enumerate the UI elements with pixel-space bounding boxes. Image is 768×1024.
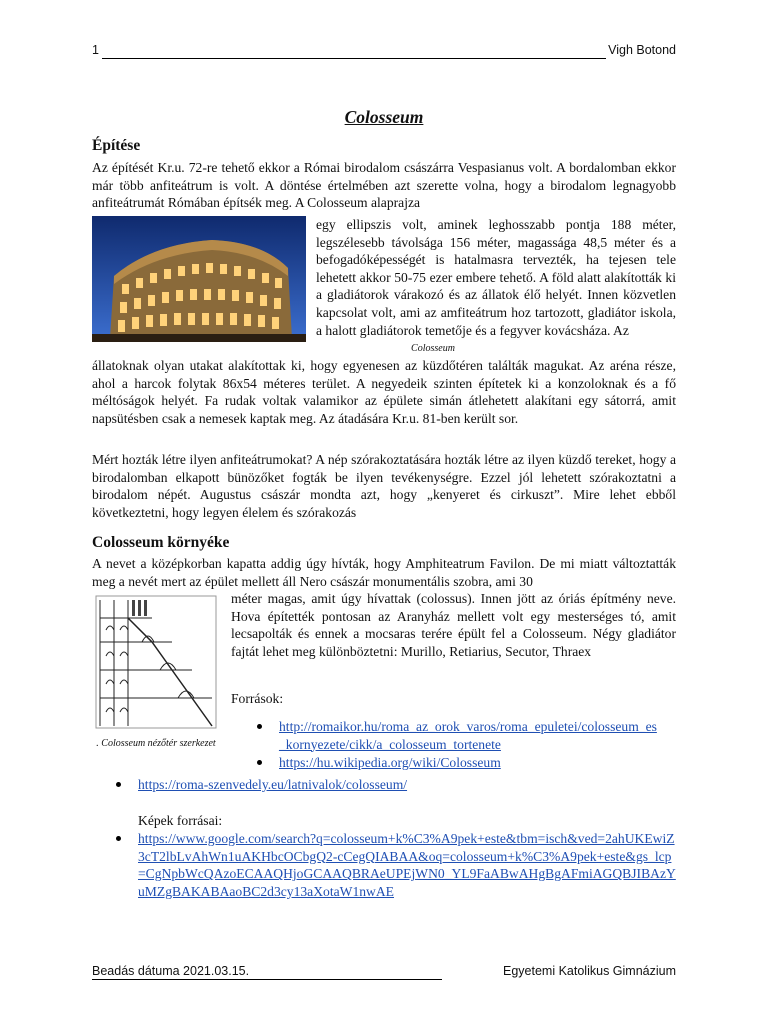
- section-heading-epitese: Építése: [92, 137, 141, 154]
- source-link-roma-szenvedely[interactable]: https://roma-szenvedely.eu/latnivalok/colosseum/: [138, 777, 408, 792]
- footer-rule: [92, 979, 442, 980]
- image-source-link-google[interactable]: https://www.google.com/search?q=colosseum+k%C3%A9pek+este&tbm=isch&ved=2ahUKEwiZ3cT2lbLvAhWn1uAKHbcOCbgQ2-cCegQIABAA&oq=colosseum+k%C3%A9pek+este&gs_lcp=CgNpbWcQAzoECAAQHjoGCAAQBRAeUPEjWN0_YL9FaABwAHgBgAFmiAGQBJIBAzYuMZgBAKABAaoBC2d3cy13aXotaW1nwAE: [138, 831, 676, 899]
- photo-caption: Colosseum: [411, 343, 455, 354]
- section1-beside-image: egy ellipszis volt, aminek leghosszabb pontja 188 méter, legszélesebb távolsága 156 méter, magassága 48,5 méter és a befogadóképességét is hatalmasra tervezték, ha tejesen tele lehetett akkor 50-75 ezer embere tehető. A föld alatt alakították ki a gladiátorok várakozó és az állatok élő helyét. Innen közvetlen kapcsolat volt, ami az amfiteátrum hoz tartozott, gladiátor iskola, a halott gladiátorok temetője és a fegyver kovácsháza. Az: [316, 217, 676, 338]
- bullet-icon: [257, 760, 262, 765]
- section1-intro: Az építését Kr.u. 72-re tehető ekkor a Római birodalom császárra Vespasianus volt. A bordalomban ekkor már több anfiteátrum is volt. A döntése értelmében azt szerette volna, hogy a birodalom legnagyobb anfiteátrumát Rómában építsék meg. A Colosseum alaprajza: [92, 160, 676, 211]
- section2-beside-image: méter magas, amit úgy hívattak (colossus). Innen jött az óriás építmény neve. Hova építették pontosan az Aranyház mellett volt egy mesterséges tó, amit lecsapolták és ennek a mocsaras terére épült fel a Colosseum. Négy gladiátor fajtát lehet meg különböztetni: Murillo, Retiarius, Secutor, Thraex: [231, 591, 676, 659]
- page-title: Colosseum: [344, 107, 424, 127]
- sources-label: Források:: [231, 691, 284, 706]
- header-rule: [102, 58, 606, 59]
- bullet-icon: [116, 836, 121, 841]
- author-name: Vigh Botond: [608, 43, 676, 57]
- submission-date: Beadás dátuma 2021.03.15.: [92, 964, 250, 978]
- page-number: 1: [92, 43, 99, 57]
- colosseum-structure-drawing: [92, 590, 220, 732]
- colosseum-night-photo: [92, 216, 306, 342]
- drawing-caption: . Colosseum nézőtér szerkezet: [96, 738, 216, 749]
- section1-paragraph-2: Mért hozták létre ilyen anfiteátrumokat? A nép szórakoztatására hozták létre az ilyen küzdő tereket, hogy a birodalomban elkapott bünözőket fogták be ilyen tevékenységre. Ezzel jól lehetett szórakoztatni a birodalom népét. Augustus császár mondta azt, hogy „kenyeret és cirkuszt”. Mire lehet ebből következtetni, hogy legyen élelem és szórakozás: [92, 452, 676, 520]
- school-name: Egyetemi Katolikus Gimnázium: [503, 964, 676, 978]
- section2-intro: A nevet a középkorban kapatta addig úgy hívták, hogy Amphiteatrum Favilon. De mi miatt változtatták meg a nevét mert az épület mellett áll Nero császár monumentális szobra, ami 30: [92, 556, 676, 589]
- section-heading-kornyeke: Colosseum környéke: [92, 534, 230, 551]
- page-header: [92, 43, 676, 61]
- page-footer: [92, 964, 676, 982]
- image-sources-label: Képek forrásai:: [138, 813, 223, 828]
- source-link-wikipedia[interactable]: https://hu.wikipedia.org/wiki/Colosseum: [279, 755, 501, 770]
- source-link-romaikor[interactable]: http://romaikor.hu/roma_az_orok_varos/roma_epuletei/colosseum_es_kornyezete/cikk/a_colosseum_tortenete: [279, 719, 657, 752]
- bullet-icon: [257, 724, 262, 729]
- bullet-icon: [116, 782, 121, 787]
- section1-after-image: állatoknak olyan utakat alakítottak ki, hogy egyenesen az küzdőtéren találták magukat. Az aréna része, ahol a harcok folytak 86x54 méteres terület. A negyedeik szinten építetek ki a konzoloknak és a fő méltóságok helyét. Fa rudak voltak valamikor az épülete simán átlehetett alakítani egy sátorrá, amit napsütésben csak a nemesek kaptak meg. Az átadására Kr.u. 81-ben került sor.: [92, 358, 676, 426]
